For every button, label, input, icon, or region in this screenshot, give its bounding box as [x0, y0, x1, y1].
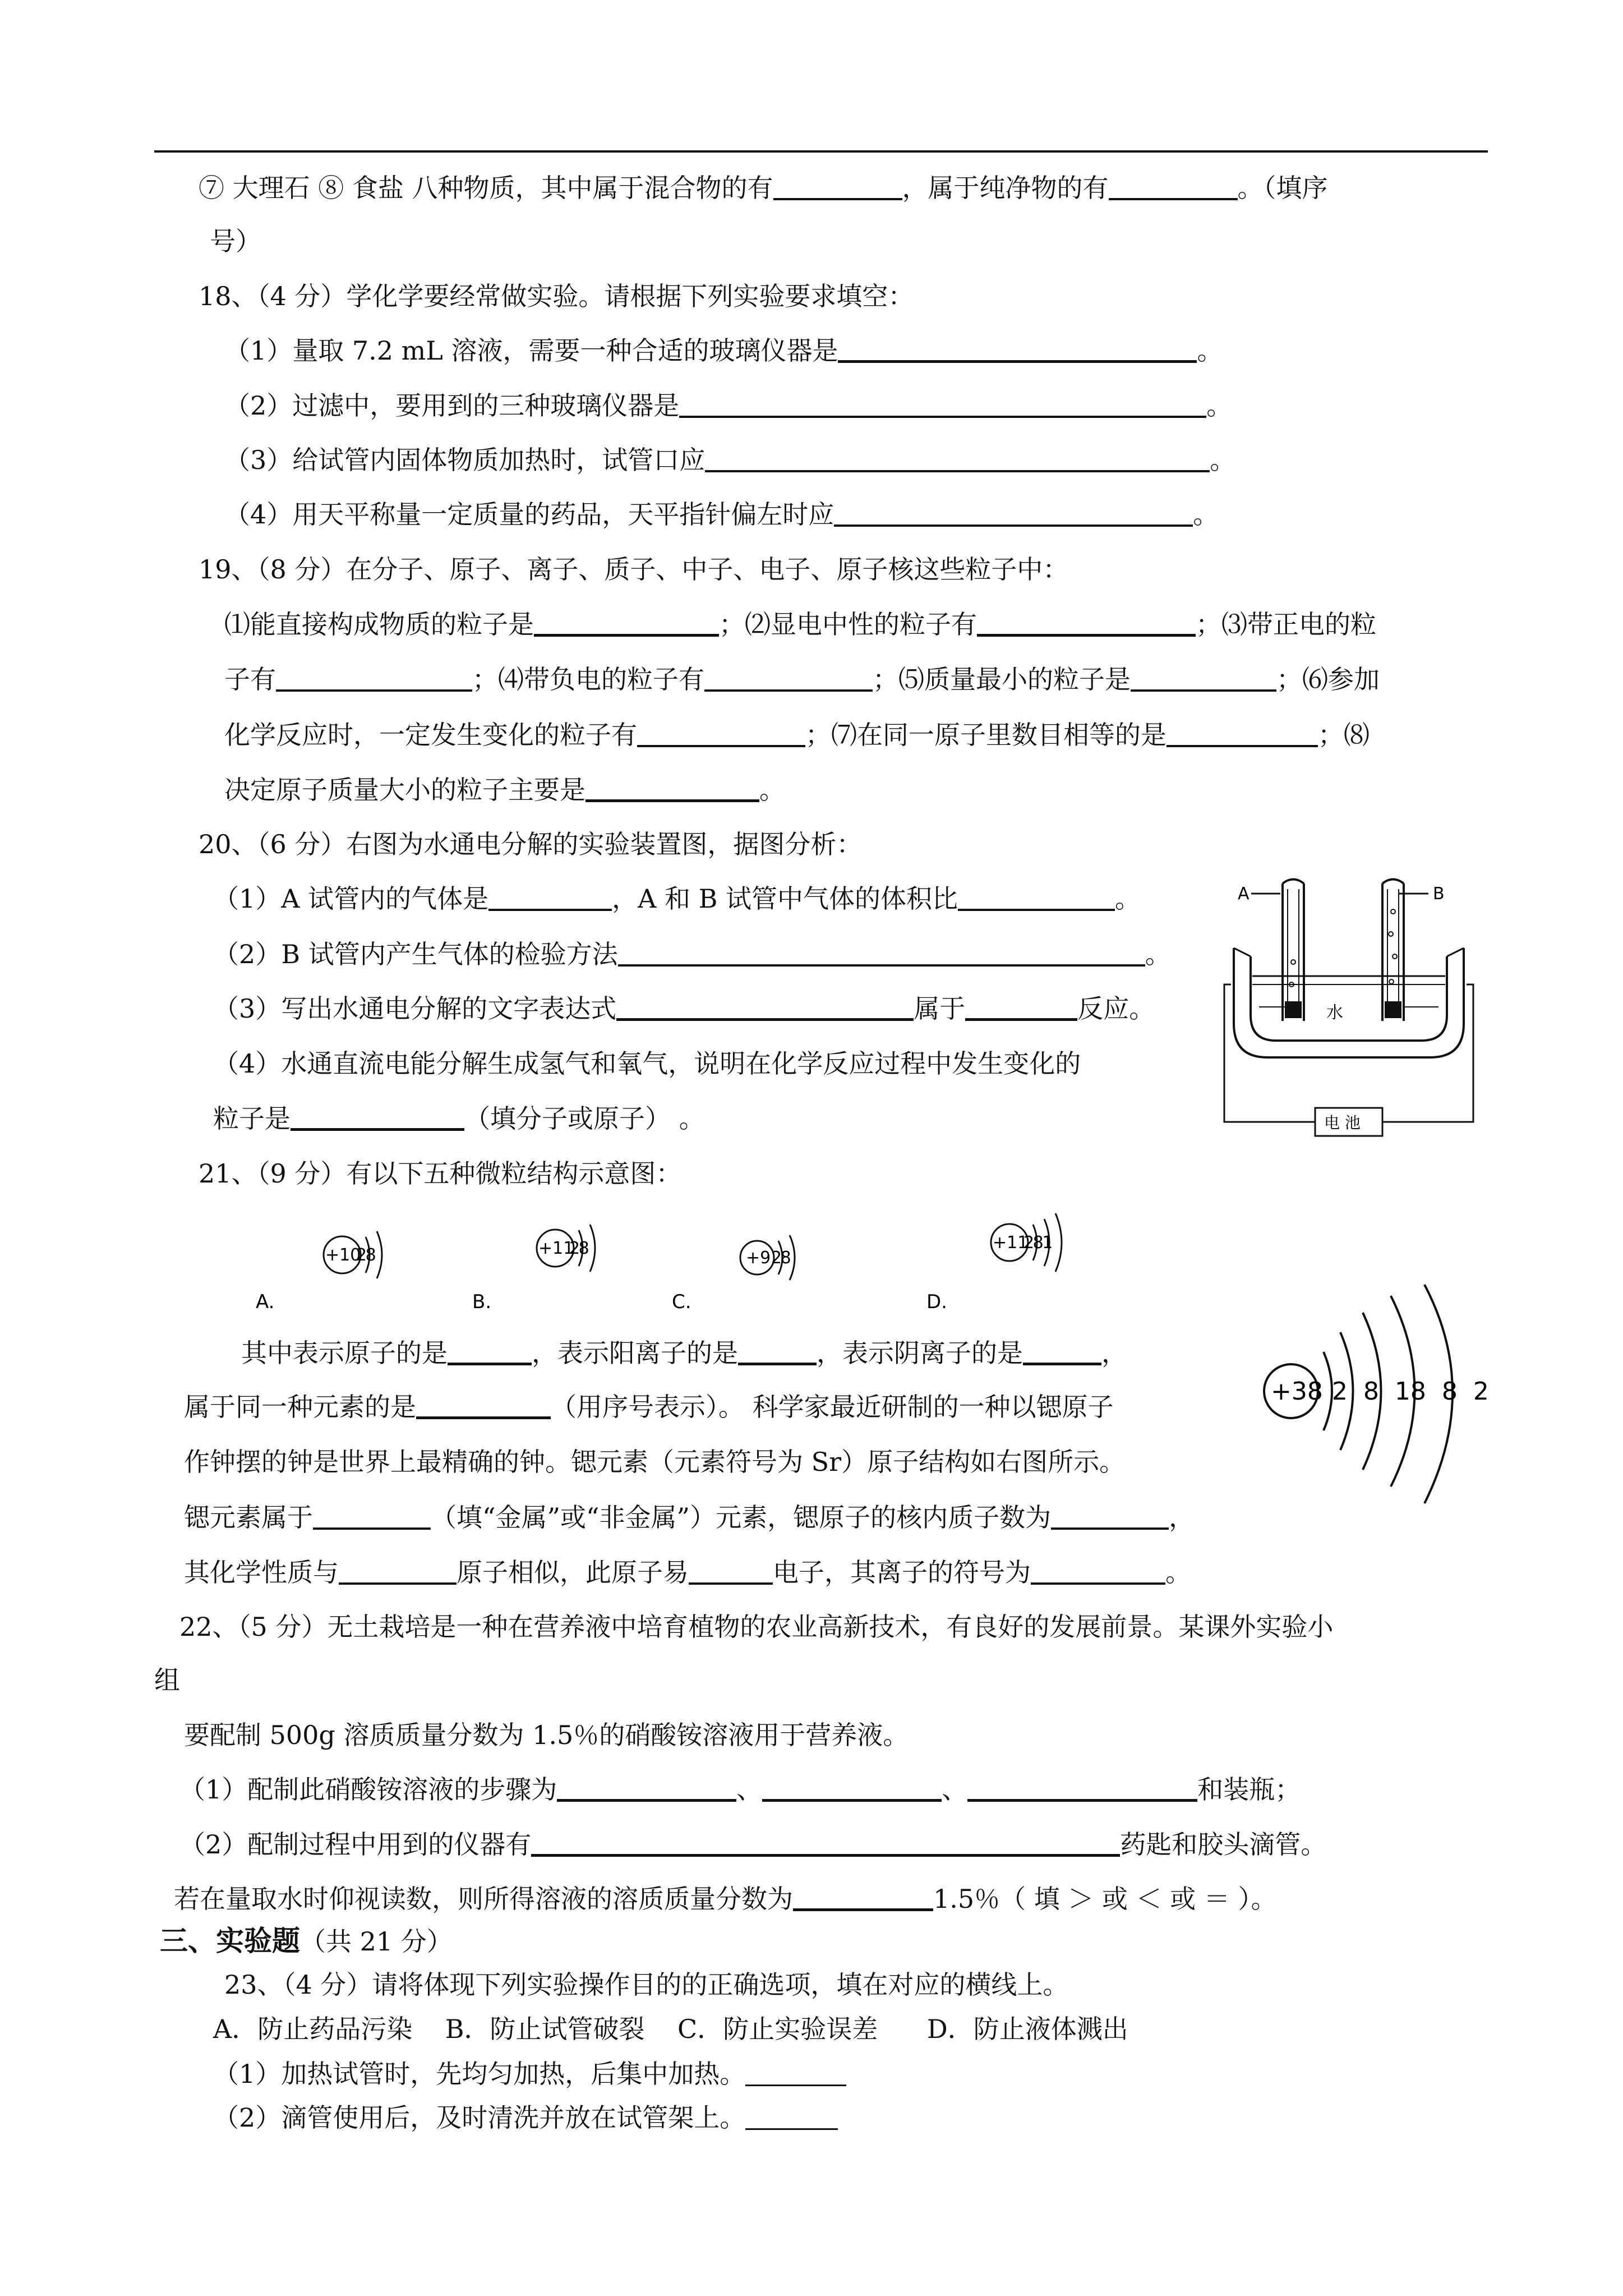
blank[interactable] — [977, 609, 1196, 637]
blank[interactable] — [637, 720, 805, 747]
q18-item-1: （1）量取 7.2 mL 溶液，需要一种合适的玻璃仪器是 。 — [224, 335, 1223, 366]
q21-line1: 其中表示原子的是 ，表示阳离子的是 ，表示阴离子的是 ， — [241, 1338, 1127, 1368]
blank[interactable] — [1131, 665, 1276, 692]
blank[interactable] — [534, 609, 719, 637]
q20-line1: （1）A 试管内的气体是 ，A 和 B 试管中气体的体积比 。 — [213, 884, 1141, 914]
blank[interactable] — [704, 665, 873, 692]
q21-line3: 作钟摆的钟是世界上最精确的钟。锶元素（元素符号为 Sr）原子结构如右图所示。 — [184, 1447, 1126, 1477]
blank[interactable] — [291, 1103, 464, 1131]
svg-text:2 8: 2 8 — [356, 1245, 373, 1265]
q21-line5: 其化学性质与 原子相似，此原子易 电子，其离子的符号为 。 — [184, 1557, 1191, 1588]
blank[interactable] — [1109, 173, 1238, 200]
label-water: 水 — [1326, 1003, 1343, 1023]
q19-line4: 决定原子质量大小的粒子主要是 。 — [224, 775, 785, 805]
q22-line5: （2）配制过程中用到的仪器有 药匙和胶头滴管。 — [179, 1829, 1327, 1860]
q21-line4: 锶元素属于 （填“金属”或“非金属”）元素，锶原子的核内质子数为 ， — [184, 1502, 1195, 1533]
q21-heading: 21、（9 分）有以下五种微粒结构示意图： — [199, 1158, 682, 1189]
svg-text:+11: +11 — [993, 1233, 1029, 1253]
q23-item-2: （2）滴管使用后，及时清洗并放在试管架上。 — [213, 2101, 838, 2134]
strontium-atom-diagram — [1256, 1279, 1492, 1515]
q19-heading: 19、（8 分）在分子、原子、离子、质子、中子、电子、原子核这些粒子中： — [199, 554, 1069, 585]
label-a: A — [1238, 884, 1249, 904]
q23-options: A．防止药品污染 B．防止试管破裂 C．防止实验误差 D．防止液体溅出 — [213, 2014, 1128, 2044]
svg-text:B.: B. — [472, 1291, 492, 1313]
svg-text:D.: D. — [926, 1291, 947, 1313]
q19-line1: ⑴能直接构成物质的粒子是 ；⑵显电中性的粒子有 ；⑶带正电的粒 — [224, 609, 1376, 639]
particle-a — [256, 1231, 382, 1313]
particle-d — [926, 1213, 1062, 1313]
svg-text:2 8: 2 8 — [771, 1248, 788, 1268]
blank[interactable] — [1166, 720, 1318, 747]
q19-line2: 子有 ；⑷带负电的粒子有 ；⑸质量最小的粒子是 ；⑹参加 — [224, 664, 1380, 694]
q18-item-4: （4）用天平称量一定质量的药品，天平指针偏左时应 。 — [224, 499, 1219, 530]
q18-heading: 18、（4 分）学化学要经常做实验。请根据下列实验要求填空： — [199, 281, 914, 311]
q18-item-2: （2）过滤中，要用到的三种玻璃仪器是 。 — [224, 390, 1233, 421]
blank[interactable] — [958, 884, 1115, 911]
blank[interactable] — [416, 1392, 551, 1419]
blank[interactable] — [557, 1774, 736, 1802]
q17-line2: 号） — [210, 226, 261, 256]
blank[interactable] — [745, 2104, 838, 2130]
q20-line4: （4）水通直流电能分解生成氢气和氧气，说明在化学反应过程中发生变化的 — [213, 1048, 1081, 1079]
sr-nucleus: +38 — [1271, 1377, 1323, 1406]
blank[interactable] — [531, 1829, 1120, 1857]
q22-line2: 组 — [154, 1665, 180, 1695]
q20-line3: （3）写出水通电分解的文字表达式 属于 反应。 — [213, 993, 1155, 1024]
particle-b — [472, 1225, 595, 1313]
label-battery: 电 池 — [1324, 1114, 1361, 1132]
section-3-title: 三、实验题（共 21 分） — [160, 1924, 453, 1957]
blank[interactable] — [276, 665, 472, 692]
svg-text:+9: +9 — [746, 1248, 771, 1268]
q22-line6: 若在量取水时仰视读数，则所得溶液的溶质质量分数为 1.5％（ 填 ＞ 或 ＜ 或 ＝ ）。 — [174, 1884, 1277, 1914]
blank[interactable] — [773, 173, 902, 200]
blank[interactable] — [448, 1338, 532, 1365]
header-rule — [154, 150, 1488, 153]
q23-heading: 23、（4 分）请将体现下列实验操作目的的正确选项，填在对应的横线上。 — [224, 1970, 1069, 2000]
blank[interactable] — [762, 1774, 942, 1802]
electrolysis-apparatus-figure — [1220, 872, 1478, 1147]
particle-c — [672, 1235, 795, 1313]
blank[interactable] — [965, 993, 1077, 1021]
blank[interactable] — [967, 1774, 1197, 1802]
label-b: B — [1433, 884, 1445, 904]
svg-text:A.: A. — [256, 1291, 275, 1313]
blank[interactable] — [339, 1558, 457, 1585]
blank[interactable] — [705, 445, 1210, 472]
blank[interactable] — [689, 1558, 773, 1585]
q21-line2: 属于同一种元素的是 （用序号表示）。 科学家最近研制的一种以锶原子 — [184, 1392, 1114, 1422]
blank[interactable] — [313, 1503, 431, 1530]
blank[interactable] — [793, 1884, 933, 1911]
svg-text:+10: +10 — [325, 1245, 361, 1265]
q17-line1: ⑦ 大理石 ⑧ 食盐 八种物质，其中属于混合物的有 ，属于纯净物的有 。（填序 — [199, 173, 1328, 203]
svg-text:2 8: 2 8 — [569, 1239, 586, 1258]
blank[interactable] — [679, 391, 1206, 418]
blank[interactable] — [1051, 1503, 1169, 1530]
blank[interactable] — [616, 993, 914, 1021]
q18-item-3: （3）给试管内固体物质加热时，试管口应 。 — [224, 445, 1236, 475]
svg-text:C.: C. — [672, 1291, 691, 1313]
blank[interactable] — [834, 500, 1193, 527]
blank[interactable] — [618, 940, 1145, 967]
q22-line1: 22、（5 分）无土栽培是一种在营养液中培育植物的农业高新技术，有良好的发展前景。某课外实验小 — [179, 1612, 1334, 1642]
q23-item-1: （1）加热试管时，先均匀加热，后集中加热。 — [213, 2057, 846, 2091]
q20-line5: 粒子是 （填分子或原子） 。 — [213, 1103, 705, 1134]
q19-line3: 化学反应时，一定发生变化的粒子有 ；⑺在同一原子里数目相等的是 ；⑻ — [224, 720, 1370, 750]
q22-line3: 要配制 500g 溶质质量分数为 1.5％的硝酸铵溶液用于营养液。 — [184, 1720, 909, 1750]
q20-heading: 20、（6 分）右图为水通电分解的实验装置图，据图分析： — [199, 829, 863, 859]
blank[interactable] — [585, 775, 759, 802]
blank[interactable] — [488, 884, 612, 911]
svg-text:2 8 1: 2 8 1 — [1023, 1233, 1050, 1253]
blank[interactable] — [745, 2060, 846, 2086]
particle-structure-diagrams — [241, 1206, 1155, 1318]
svg-text:+11: +11 — [538, 1239, 574, 1258]
blank[interactable] — [1023, 1338, 1101, 1365]
sr-shells: 2 8 18 8 2 — [1332, 1377, 1489, 1406]
blank[interactable] — [838, 335, 1197, 363]
blank[interactable] — [738, 1338, 817, 1365]
q22-line4: （1）配制此硝酸铵溶液的步骤为 、 、 和装瓶； — [179, 1774, 1301, 1805]
blank[interactable] — [1031, 1558, 1165, 1585]
q20-line2: （2）B 试管内产生气体的检验方法 。 — [213, 939, 1171, 969]
